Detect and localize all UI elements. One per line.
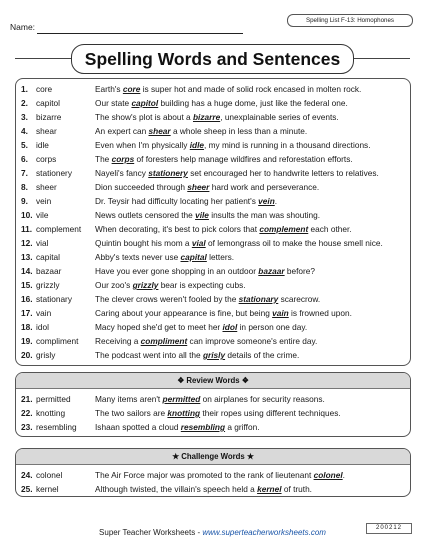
word-row bbox=[16, 250, 410, 264]
example-sentence bbox=[95, 420, 260, 434]
spelling-word: idle bbox=[36, 140, 49, 150]
word-row bbox=[16, 264, 410, 278]
word-number: 7. bbox=[21, 168, 28, 178]
word-number: 15. bbox=[21, 280, 33, 290]
example-sentence bbox=[95, 194, 277, 208]
spelling-word: kernel bbox=[36, 484, 59, 494]
word-number: 25. bbox=[21, 484, 33, 494]
sentence-start: The show's plot is about a bbox=[95, 112, 193, 122]
worksheet-code: 200212 bbox=[366, 523, 412, 534]
example-sentence bbox=[95, 292, 320, 306]
sentence-end: set encouraged her to handwrite letters to relatives. bbox=[187, 168, 379, 178]
spelling-word: sheer bbox=[36, 182, 57, 192]
example-sentence bbox=[95, 222, 352, 236]
word-number: 17. bbox=[21, 308, 33, 318]
example-sentence bbox=[95, 334, 317, 348]
sentence-keyword: colonel bbox=[313, 470, 343, 480]
sentence-end: of truth. bbox=[281, 484, 312, 494]
word-number: 23. bbox=[21, 422, 33, 432]
sentence-end: a griffon. bbox=[225, 422, 260, 432]
example-sentence bbox=[95, 96, 348, 110]
challenge-words-heading: ★ Challenge Words ★ bbox=[16, 449, 410, 465]
word-row bbox=[16, 334, 410, 348]
sentence-end: letters. bbox=[206, 252, 235, 262]
title-rule-right bbox=[350, 58, 410, 59]
spelling-word: permitted bbox=[36, 394, 71, 404]
word-number: 19. bbox=[21, 336, 33, 346]
word-row bbox=[16, 166, 410, 180]
spelling-word: grisly bbox=[36, 350, 56, 360]
example-sentence bbox=[95, 250, 234, 264]
spelling-word: vial bbox=[36, 238, 49, 248]
sentence-end: building has a huge dome, just like the federal one. bbox=[158, 98, 348, 108]
example-sentence bbox=[95, 110, 339, 124]
word-row bbox=[16, 82, 410, 96]
word-number: 10. bbox=[21, 210, 33, 220]
spelling-word: bizarre bbox=[36, 112, 62, 122]
word-row bbox=[16, 194, 410, 208]
spelling-word: capital bbox=[36, 252, 60, 262]
spelling-word: complement bbox=[36, 224, 82, 234]
word-row bbox=[16, 138, 410, 152]
spelling-word: idol bbox=[36, 322, 49, 332]
sentence-start: Caring about your appearance is fine, but being bbox=[95, 308, 273, 318]
sentence-keyword: idol bbox=[222, 322, 238, 332]
review-words-heading: ❖ Review Words ❖ bbox=[16, 373, 410, 389]
sentence-end: is frowned upon. bbox=[288, 308, 352, 318]
sentence-start: The podcast went into all the bbox=[95, 350, 203, 360]
sentence-start: Receiving a bbox=[95, 336, 141, 346]
sentence-start: When decorating, it's best to pick colors that bbox=[95, 224, 260, 234]
sentence-keyword: bazaar bbox=[258, 266, 285, 276]
sentence-end: of lemongrass oil to make the house smell nice. bbox=[205, 238, 383, 248]
sentence-start: Abby's texts never use bbox=[95, 252, 181, 262]
example-sentence bbox=[95, 236, 383, 250]
sentence-keyword: bizarre bbox=[192, 112, 221, 122]
sentence-end: each other. bbox=[308, 224, 352, 234]
word-number: 21. bbox=[21, 394, 33, 404]
sentence-start: Nayeli's fancy bbox=[95, 168, 149, 178]
spelling-word: knotting bbox=[36, 408, 66, 418]
sentence-keyword: grizzly bbox=[132, 280, 159, 290]
word-number: 3. bbox=[21, 112, 28, 122]
sentence-keyword: sheer bbox=[187, 182, 210, 192]
sentence-keyword: permitted bbox=[162, 394, 201, 404]
spelling-word: core bbox=[36, 84, 53, 94]
word-row bbox=[16, 110, 410, 124]
sentence-keyword: vile bbox=[195, 210, 209, 220]
sentence-end: hard work and perseverance. bbox=[209, 182, 320, 192]
sentence-keyword: vial bbox=[191, 238, 206, 248]
word-number: 5. bbox=[21, 140, 28, 150]
word-row bbox=[16, 292, 410, 306]
word-row bbox=[16, 348, 410, 362]
word-number: 16. bbox=[21, 294, 33, 304]
spelling-word: bazaar bbox=[36, 266, 62, 276]
review-words-box bbox=[15, 372, 411, 437]
word-number: 4. bbox=[21, 126, 28, 136]
word-number: 1. bbox=[21, 84, 28, 94]
spelling-list-badge: Spelling List F-13: Homophones bbox=[287, 14, 413, 27]
example-sentence bbox=[95, 320, 307, 334]
word-row bbox=[16, 482, 410, 496]
word-row bbox=[16, 306, 410, 320]
example-sentence bbox=[95, 406, 341, 420]
example-sentence bbox=[95, 152, 353, 166]
sentence-start: Although twisted, the villain's speech held a bbox=[95, 484, 258, 494]
word-row bbox=[16, 420, 410, 434]
sentence-end: scarecrow. bbox=[278, 294, 321, 304]
word-number: 11. bbox=[21, 224, 33, 234]
word-number: 20. bbox=[21, 350, 33, 360]
sentence-keyword: vein bbox=[258, 196, 275, 206]
sentence-keyword: kernel bbox=[257, 484, 282, 494]
sentence-end: before? bbox=[284, 266, 316, 276]
sentence-end: , my mind is running in a thousand directions. bbox=[204, 140, 371, 150]
example-sentence bbox=[95, 180, 319, 194]
sentence-keyword: capitol bbox=[131, 98, 159, 108]
word-row bbox=[16, 222, 410, 236]
challenge-words-box bbox=[15, 448, 411, 497]
word-row bbox=[16, 124, 410, 138]
sentence-keyword: complement bbox=[259, 224, 309, 234]
sentence-start: Our state bbox=[95, 98, 132, 108]
word-number: 9. bbox=[21, 196, 28, 206]
main-word-box bbox=[15, 78, 411, 366]
sentence-start: Macy hoped she'd get to meet her bbox=[95, 322, 223, 332]
sentence-keyword: vain bbox=[272, 308, 289, 318]
sentence-keyword: shear bbox=[148, 126, 171, 136]
footer-brand: Super Teacher Worksheets - bbox=[99, 528, 203, 537]
spelling-word: vain bbox=[36, 308, 52, 318]
sentence-keyword: stationary bbox=[238, 294, 279, 304]
sentence-keyword: stationery bbox=[148, 168, 188, 178]
word-number: 22. bbox=[21, 408, 33, 418]
sentence-keyword: knotting bbox=[167, 408, 201, 418]
word-row bbox=[16, 406, 410, 420]
sentence-end: bear is expecting cubs. bbox=[158, 280, 246, 290]
sentence-start: Our zoo's bbox=[95, 280, 133, 290]
sentence-end: insults the man was shouting. bbox=[208, 210, 321, 220]
example-sentence bbox=[95, 482, 312, 496]
sentence-end: , unexplainable series of events. bbox=[220, 112, 339, 122]
sentence-end: . bbox=[342, 470, 345, 480]
spelling-word: resembling bbox=[36, 422, 77, 432]
sentence-end: of foresters help manage wildfires and reforestation efforts. bbox=[134, 154, 353, 164]
example-sentence bbox=[95, 306, 352, 320]
spelling-word: capitol bbox=[36, 98, 60, 108]
word-number: 2. bbox=[21, 98, 28, 108]
sentence-keyword: corps bbox=[111, 154, 135, 164]
spelling-word: vein bbox=[36, 196, 52, 206]
spelling-word: stationary bbox=[36, 294, 72, 304]
sentence-start: The two sailors are bbox=[95, 408, 168, 418]
page-title: Spelling Words and Sentences bbox=[71, 44, 354, 74]
word-number: 18. bbox=[21, 322, 33, 332]
example-sentence bbox=[95, 138, 371, 152]
word-row bbox=[16, 208, 410, 222]
sentence-end: on airplanes for security reasons. bbox=[200, 394, 325, 404]
sentence-end: can improve someone's entire day. bbox=[187, 336, 318, 346]
sentence-start: News outlets censored the bbox=[95, 210, 196, 220]
word-row bbox=[16, 236, 410, 250]
sentence-start: Quintin bought his mom a bbox=[95, 238, 192, 248]
sentence-keyword: grisly bbox=[202, 350, 226, 360]
word-row bbox=[16, 96, 410, 110]
word-row bbox=[16, 392, 410, 406]
title-rule-left bbox=[15, 58, 75, 59]
word-number: 24. bbox=[21, 470, 33, 480]
name-label: Name: bbox=[10, 22, 36, 32]
word-row bbox=[16, 320, 410, 334]
spelling-word: stationery bbox=[36, 168, 72, 178]
sentence-start: Earth's bbox=[95, 84, 123, 94]
sentence-keyword: core bbox=[122, 84, 141, 94]
name-line bbox=[37, 33, 243, 34]
sentence-keyword: capital bbox=[180, 252, 207, 262]
example-sentence bbox=[95, 82, 361, 96]
spelling-word: compliment bbox=[36, 336, 79, 346]
sentence-end: is super hot and made of solid rock encased in molten rock. bbox=[140, 84, 362, 94]
sentence-start: Dr. Teysir had difficulty locating her patient's bbox=[95, 196, 259, 206]
example-sentence bbox=[95, 166, 379, 180]
footer-url[interactable]: www.superteacherworksheets.com bbox=[202, 528, 326, 537]
word-row bbox=[16, 152, 410, 166]
sentence-start: Many items aren't bbox=[95, 394, 163, 404]
spelling-word: grizzly bbox=[36, 280, 60, 290]
spelling-word: vile bbox=[36, 210, 49, 220]
spelling-word: shear bbox=[36, 126, 57, 136]
word-row bbox=[16, 278, 410, 292]
word-row bbox=[16, 468, 410, 482]
example-sentence bbox=[95, 124, 307, 138]
word-row bbox=[16, 180, 410, 194]
example-sentence bbox=[95, 278, 246, 292]
sentence-keyword: compliment bbox=[140, 336, 188, 346]
example-sentence bbox=[95, 208, 320, 222]
sentence-end: their ropes using different techniques. bbox=[200, 408, 341, 418]
word-number: 6. bbox=[21, 154, 28, 164]
example-sentence bbox=[95, 264, 315, 278]
sentence-start: The bbox=[95, 154, 112, 164]
word-number: 8. bbox=[21, 182, 28, 192]
sentence-end: . bbox=[274, 196, 278, 206]
spelling-word: colonel bbox=[36, 470, 63, 480]
spelling-word: corps bbox=[36, 154, 57, 164]
sentence-start: The clever crows weren't fooled by the bbox=[95, 294, 239, 304]
example-sentence bbox=[95, 392, 325, 406]
word-number: 13. bbox=[21, 252, 33, 262]
sentence-start: An expert can bbox=[95, 126, 149, 136]
sentence-start: Have you ever gone shopping in an outdoor bbox=[95, 266, 259, 276]
example-sentence bbox=[95, 348, 299, 362]
sentence-start: Dion succeeded through bbox=[95, 182, 188, 192]
sentence-end: details of the crime. bbox=[225, 350, 300, 360]
sentence-start: Ishaan spotted a cloud bbox=[95, 422, 181, 432]
footer bbox=[0, 528, 425, 537]
sentence-keyword: idle bbox=[189, 140, 205, 150]
sentence-start: Even when I'm physically bbox=[95, 140, 190, 150]
sentence-start: The Air Force major was promoted to the rank of lieutenant bbox=[95, 470, 314, 480]
word-number: 14. bbox=[21, 266, 33, 276]
sentence-end: a whole sheep in less than a minute. bbox=[170, 126, 308, 136]
sentence-keyword: resembling bbox=[180, 422, 226, 432]
sentence-end: in person one day. bbox=[237, 322, 308, 332]
word-number: 12. bbox=[21, 238, 33, 248]
example-sentence bbox=[95, 468, 345, 482]
